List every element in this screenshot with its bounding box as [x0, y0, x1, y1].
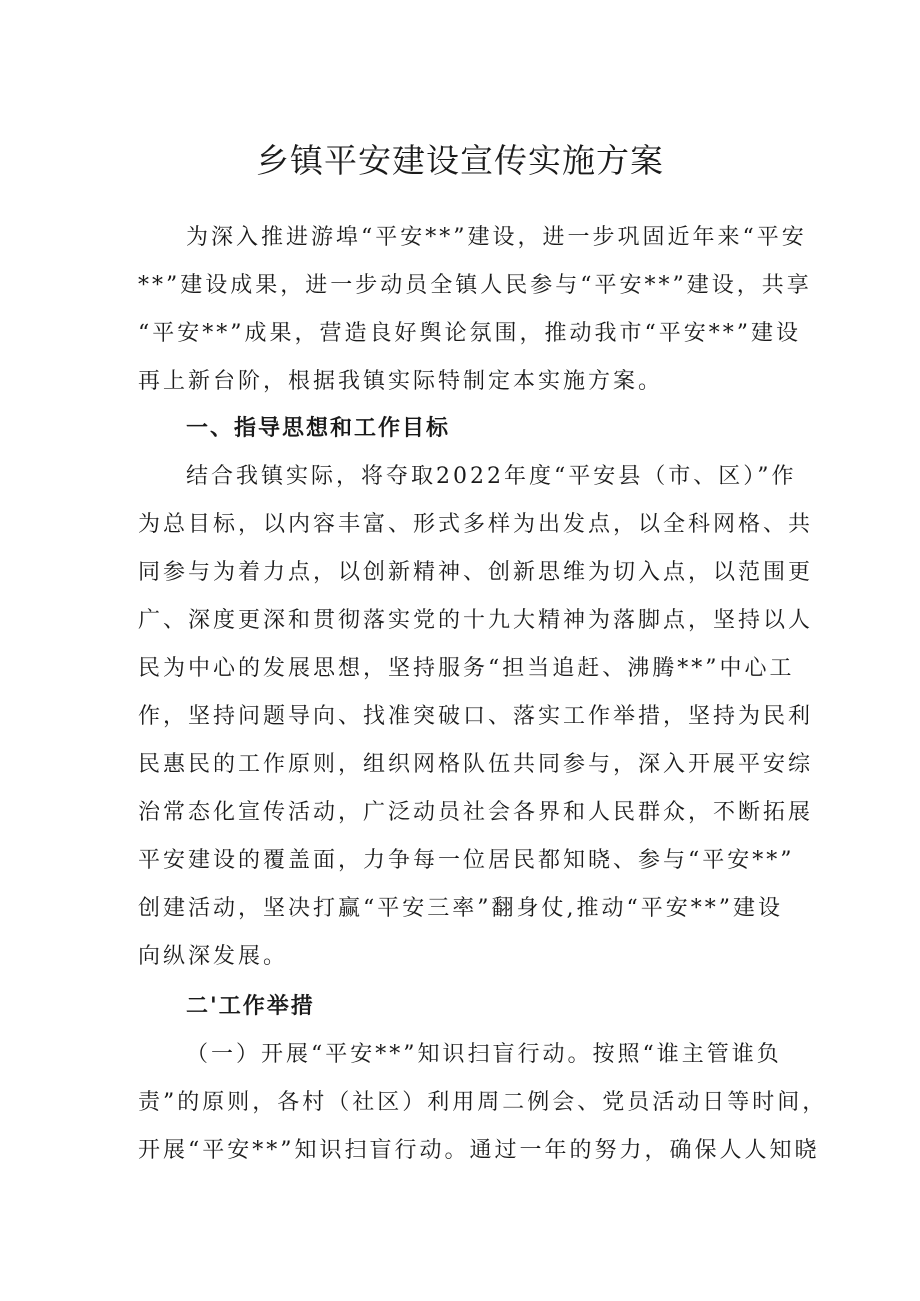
paragraph-line: 治常态化宣传活动，广泛动员社会各界和人民群众，不断拓展: [138, 800, 814, 825]
paragraph-line: 向纵深发展。: [138, 944, 289, 969]
section-heading: 二'工作举措: [186, 994, 315, 1019]
paragraph-line: 平安建设的覆盖面，力争每一位居民都知晓、参与“平安**”: [138, 848, 795, 873]
paragraph-line: （一）开展“平安**”知识扫盲行动。按照“谁主管谁负: [186, 1042, 782, 1067]
paragraph-line: 为总目标，以内容丰富、形式多样为出发点，以全科网格、共: [138, 512, 814, 537]
paragraph-line: 结合我镇实际，将夺取2022年度“平安县（市、区）”作: [186, 464, 797, 489]
intro-line: 为深入推进游埠“平安**”建设，进一步巩固近年来“平安: [186, 225, 807, 250]
document-title: 乡镇平安建设宣传实施方案: [256, 141, 664, 180]
intro-line: 再上新台阶，根据我镇实际特制定本实施方案。: [138, 369, 664, 394]
paragraph-line: 民惠民的工作原则，组织网格队伍共同参与，深入开展平安综: [138, 752, 814, 777]
intro-line: “平安**”成果，营造良好舆论氛围，推动我市“平安**”建设: [138, 321, 801, 346]
paragraph-line: 责”的原则，各村（社区）利用周二例会、党员活动日等时间，: [138, 1090, 828, 1115]
section-heading: 一、指导思想和工作目标: [186, 416, 451, 441]
paragraph-line: 创建活动，坚决打赢“平安三率”翻身仗,推动“平安**”建设: [138, 896, 783, 921]
paragraph-line: 民为中心的发展思想，坚持服务“担当追赶、沸腾**”中心工: [138, 656, 795, 681]
intro-line: **”建设成果，进一步动员全镇人民参与“平安**”建设，共享: [138, 273, 812, 298]
paragraph-line: 开展“平安**”知识扫盲行动。通过一年的努力，确保人人知晓: [138, 1138, 820, 1163]
paragraph-line: 广、深度更深和贯彻落实党的十九大精神为落脚点，坚持以人: [138, 608, 814, 633]
paragraph-line: 同参与为着力点，以创新精神、创新思维为切入点，以范围更: [138, 560, 814, 585]
paragraph-line: 作，坚持问题导向、找准突破口、落实工作举措，坚持为民利: [138, 704, 814, 729]
